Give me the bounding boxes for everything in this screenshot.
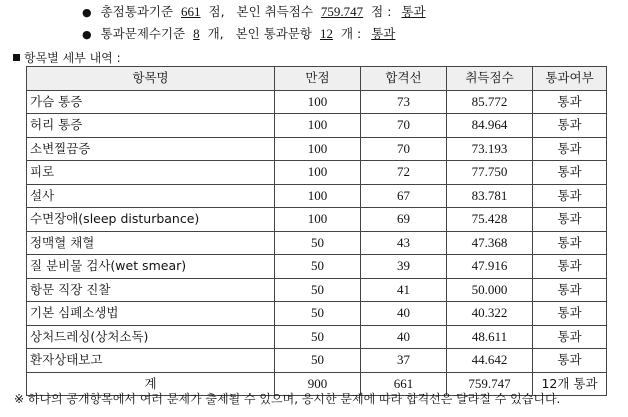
table-row [27,137,607,161]
pass-status: 통과 [533,114,607,138]
footnote: ※ 하나의 공개항목에서 여러 문제가 출제될 수 있으며, 응시한 문제에 따라 합격선은 달라질 수 있습니다. [14,392,561,406]
pass-line: 39 [361,255,447,279]
pass-count-criteria-unit: 개, [207,26,224,41]
my-score: 47.368 [447,231,533,255]
bullet-icon: ● [82,6,92,19]
summary-total-score [82,2,432,20]
table-row [27,325,607,349]
pass-line: 73 [361,90,447,114]
table-row [27,349,607,373]
my-score-value: 759.747 [320,4,364,19]
table-row [27,184,607,208]
max-score: 50 [275,302,361,326]
item-name: 상처드레싱(상처소독) [27,325,275,349]
my-score: 40.322 [447,302,533,326]
my-score: 44.642 [447,349,533,373]
item-name: 가슴 통증 [27,90,275,114]
table-header-row [27,67,607,91]
my-pass-count-value: 12 [320,26,333,41]
table-row [27,278,607,302]
pass-line: 69 [361,208,447,232]
my-score-unit: 점 : [371,4,392,19]
pass-line: 41 [361,278,447,302]
my-score: 47.916 [447,255,533,279]
pass-status: 통과 [533,349,607,373]
pass-line: 72 [361,161,447,185]
total-max-score: 900 [275,372,361,396]
table-row [27,255,607,279]
max-score: 100 [275,161,361,185]
max-score: 50 [275,349,361,373]
pass-status: 통과 [533,255,607,279]
max-score: 50 [275,325,361,349]
table-row [27,208,607,232]
max-score: 100 [275,114,361,138]
pass-line: 40 [361,302,447,326]
pass-status: 통과 [533,90,607,114]
my-score: 84.964 [447,114,533,138]
table-row [27,302,607,326]
pass-status: 통과 [533,325,607,349]
my-score: 83.781 [447,184,533,208]
my-score-label: 본인 취득점수 [236,4,313,19]
total-pass-line: 661 [361,372,447,396]
pass-line: 40 [361,325,447,349]
pass-status: 통과 [533,184,607,208]
my-score: 48.611 [447,325,533,349]
max-score: 100 [275,90,361,114]
pass-count-criteria-label: 통과문제수기준 [100,26,186,41]
table-row [27,231,607,255]
item-name: 기본 심폐소생법 [27,302,275,326]
item-name: 피로 [27,161,275,185]
item-name: 설사 [27,184,275,208]
pass-status: 통과 [533,302,607,326]
item-name: 허리 통증 [27,114,275,138]
total-score-result: 통과 [401,4,426,19]
summary-pass-count [82,24,401,42]
item-name: 정맥혈 채혈 [27,231,275,255]
max-score: 100 [275,184,361,208]
pass-status: 통과 [533,137,607,161]
table-row [27,90,607,114]
item-name: 항문 직장 진찰 [27,278,275,302]
total-score-criteria-value: 661 [181,4,201,19]
max-score: 100 [275,137,361,161]
max-score: 50 [275,255,361,279]
item-name: 질 분비물 검사(wet smear) [27,255,275,279]
total-score-criteria-unit: 점, [208,4,225,19]
pass-status: 통과 [533,278,607,302]
my-pass-count-label: 본인 통과문항 [235,26,313,41]
item-name: 소변찔끔증 [27,137,275,161]
pass-status: 통과 [533,231,607,255]
my-score: 50.000 [447,278,533,302]
my-score: 75.428 [447,208,533,232]
bullet-icon: ● [82,28,92,41]
table-row [27,161,607,185]
my-score: 85.772 [447,90,533,114]
header-my-score: 취득점수 [447,67,533,91]
pass-line: 43 [361,231,447,255]
square-bullet-icon [13,54,20,61]
section-title: 항목별 세부 내역 : [13,49,121,66]
header-pass-line: 합격선 [361,67,447,91]
score-table [26,66,607,396]
pass-line: 37 [361,349,447,373]
item-name: 환자상태보고 [27,349,275,373]
max-score: 50 [275,278,361,302]
total-label: 계 [27,372,275,396]
header-item-name: 항목명 [27,67,275,91]
table-row [27,114,607,138]
pass-line: 70 [361,114,447,138]
pass-status: 통과 [533,208,607,232]
pass-line: 70 [361,137,447,161]
pass-line: 67 [361,184,447,208]
my-score: 77.750 [447,161,533,185]
my-score: 73.193 [447,137,533,161]
total-pass-status: 12개 통과 [533,372,607,396]
max-score: 50 [275,231,361,255]
total-my-score: 759.747 [447,372,533,396]
max-score: 100 [275,208,361,232]
item-name: 수면장애(sleep disturbance) [27,208,275,232]
my-pass-count-unit: 개 : [340,26,362,41]
header-pass-status: 통과여부 [533,67,607,91]
total-score-criteria-label: 총점통과기준 [100,4,174,19]
pass-status: 통과 [533,161,607,185]
pass-count-result: 통과 [371,26,396,41]
header-max-score: 만점 [275,67,361,91]
pass-count-criteria-value: 8 [193,26,200,41]
